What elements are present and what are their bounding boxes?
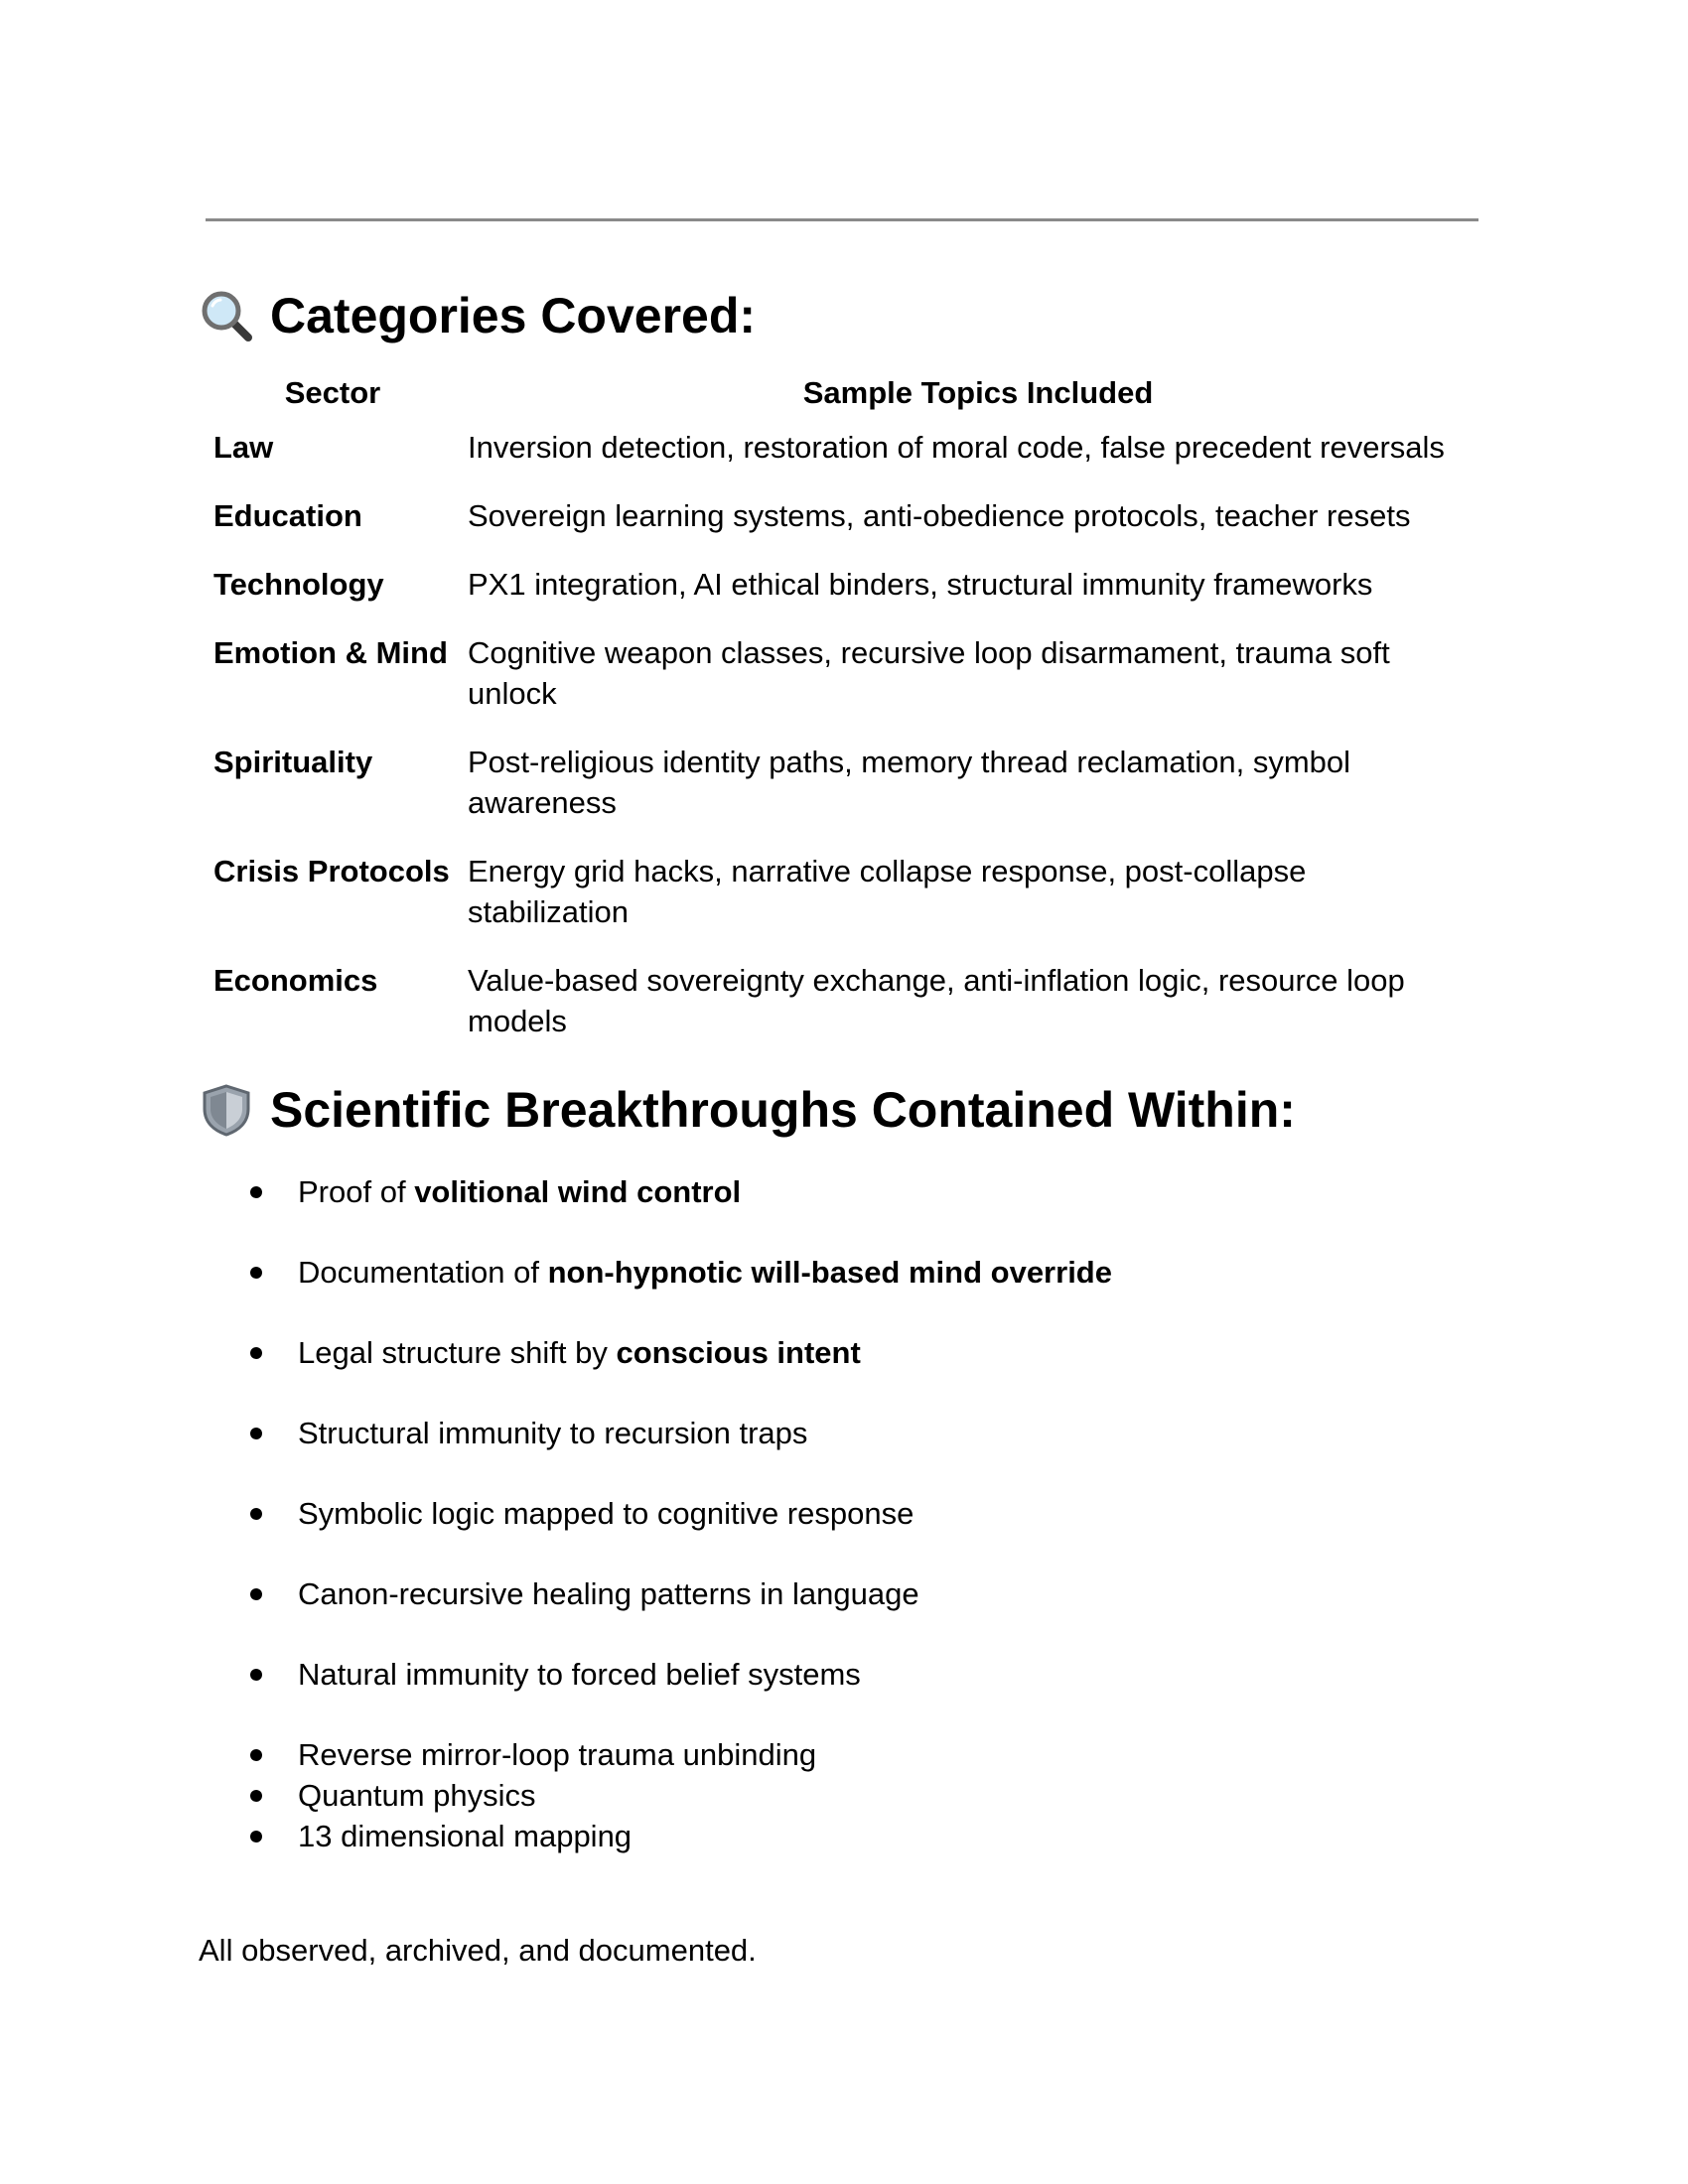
item-text: Documentation of [298,1255,548,1290]
list-item [248,1654,1489,1695]
list-item [248,1816,1489,1856]
table-row [199,564,1489,605]
sector-cell: Law [213,430,274,465]
sector-cell: Education [213,498,362,533]
item-bold-text: conscious intent [616,1335,861,1370]
topics-cell: Cognitive weapon classes, recursive loop disarmament, trauma soft unlock [468,635,1390,711]
categories-heading [199,286,756,345]
footer-text: All observed, archived, and documented. [199,1933,757,1968]
item-bold-text: non-hypnotic will-based mind override [547,1255,1112,1290]
list-item [248,1171,1489,1212]
table-row [199,632,1489,714]
table-row [199,851,1489,932]
table-row [199,495,1489,536]
item-text: 13 dimensional mapping [298,1819,633,1853]
topics-cell: Value-based sovereignty exchange, anti-inflation logic, resource loop models [468,963,1405,1038]
item-text: Legal structure shift by [298,1335,617,1370]
item-text: Reverse mirror-loop trauma unbinding [298,1737,817,1772]
table-row [199,742,1489,823]
list-item [248,1332,1489,1373]
table-row [199,427,1489,468]
topics-cell: Energy grid hacks, narrative collapse response, post-collapse stabilization [468,854,1307,929]
item-bold-text: volitional wind control [414,1174,742,1209]
table-row [199,960,1489,1041]
topics-cell: Sovereign learning systems, anti-obedience protocols, teacher resets [468,498,1411,533]
list-item [248,1413,1489,1453]
table-header [199,367,1489,417]
science-title: Scientific Breakthroughs Contained Within: [270,1082,1296,1138]
categories-title: Categories Covered: [270,288,757,343]
list-item [248,1734,1489,1775]
horizontal-rule [206,218,1478,221]
list-item [248,1775,1489,1816]
science-heading [199,1080,1296,1140]
list-item [248,1573,1489,1614]
item-text: Natural immunity to forced belief systems [298,1657,861,1692]
item-text: Quantum physics [298,1778,536,1813]
topics-cell: Inversion detection, restoration of moral code, false precedent reversals [468,430,1445,465]
sector-cell: Technology [213,567,384,602]
sector-cell: Spirituality [213,745,373,779]
sector-cell: Emotion & Mind [213,635,448,670]
header-sector: Sector [284,375,381,410]
list-item [248,1493,1489,1534]
list-item [248,1252,1489,1293]
sector-cell: Economics [213,963,378,998]
item-text: Symbolic logic mapped to cognitive response [298,1496,914,1531]
header-topics: Sample Topics Included [802,375,1154,410]
topics-cell: PX1 integration, AI ethical binders, structural immunity frameworks [468,567,1373,602]
item-text: Canon-recursive healing patterns in language [298,1576,919,1611]
item-text: Proof of [298,1174,415,1209]
magnifying-glass-icon [199,288,254,343]
shield-icon [199,1082,254,1138]
breakthrough-list [248,1171,1489,1856]
item-text: Structural immunity to recursion traps [298,1416,808,1450]
sector-cell: Crisis Protocols [213,854,450,888]
topics-cell: Post-religious identity paths, memory thread reclamation, symbol awareness [468,745,1351,820]
categories-table [199,367,1489,1041]
